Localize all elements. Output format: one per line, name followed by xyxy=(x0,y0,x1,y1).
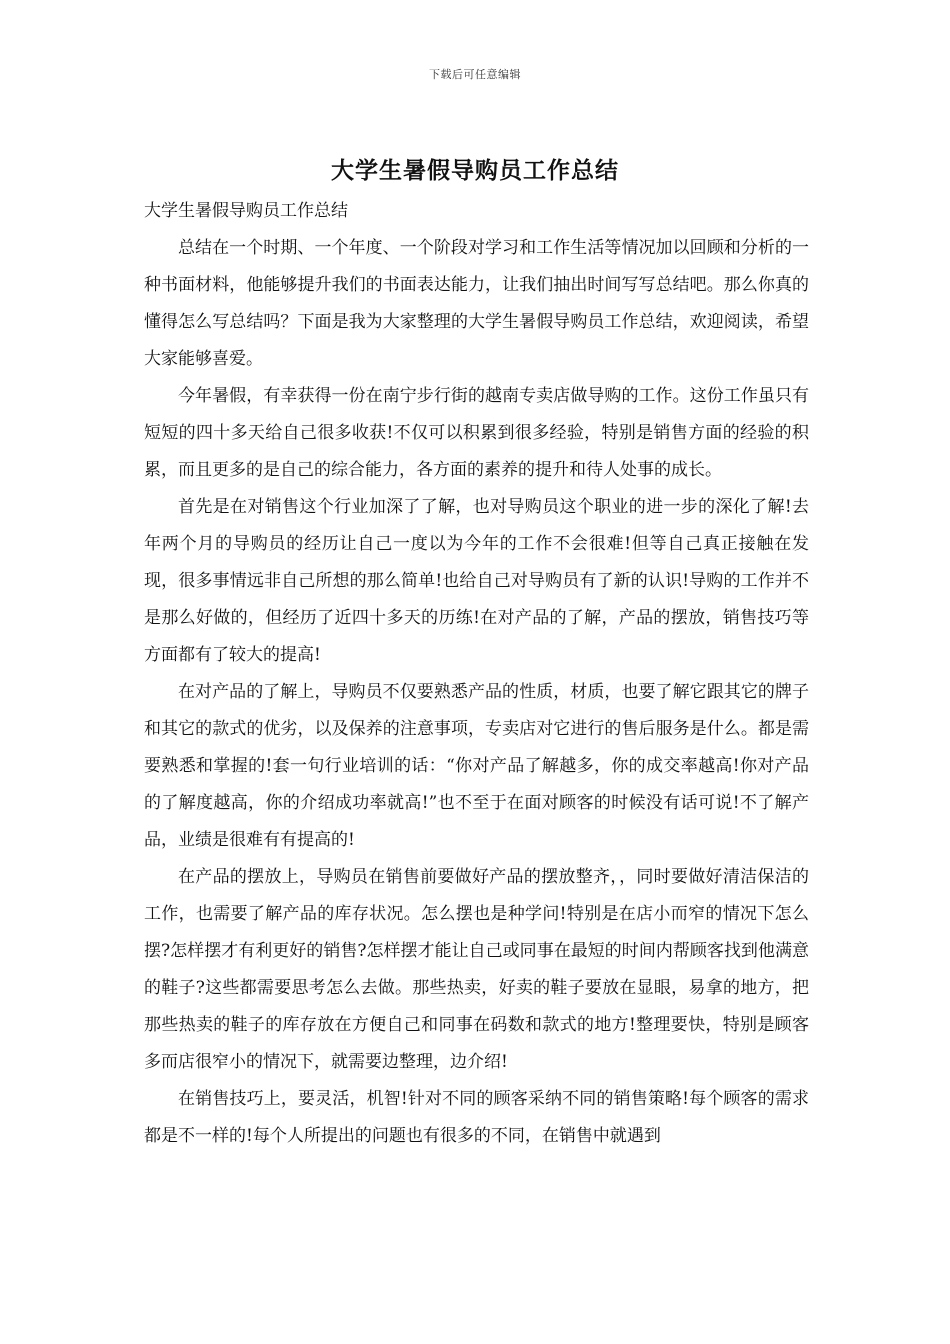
header-note: 下载后可任意编辑 xyxy=(429,68,521,81)
document-title: 大学生暑假导购员工作总结 xyxy=(331,157,619,184)
paragraph-5: 在产品的摆放上，导购员在销售前要做好产品的摆放整齐，，同时要做好清洁保洁的工作，也需要了解产品的库存状况。怎么摆也是种学问!特别是在店小而窄的情况下怎么摆?怎样摆才有利更好的销售?怎样摆才能让自己或同事在最短的时间内帮顾客找到他满意的鞋子?这些都需要思考怎么去做。那些热卖，好卖的鞋子要放在显眼，易拿的地方，把那些热卖的鞋子的库存放在方便自己和同事在码数和款式的地方!整理要快，特别是顾客多而店很窄小的情况下，就需要边整理，边介绍! xyxy=(144,867,809,1072)
paragraph-2: 今年暑假，有幸获得一份在南宁步行街的越南专卖店做导购的工作。这份工作虽只有短短的四十多天给自己很多收获!不仅可以积累到很多经验，特别是销售方面的经验的积累，而且更多的是自己的综合能力，各方面的素养的提升和待人处事的成长。 xyxy=(144,386,809,480)
document-subtitle: 大学生暑假导购员工作总结 xyxy=(144,201,348,221)
paragraph-3: 首先是在对销售这个行业加深了了解，也对导购员这个职业的进一步的深化了解!去年两个月的导购员的经历让自己一度以为今年的工作不会很难!但等自己真正接触在发现，很多事情远非自己所想的那么简单!也给自己对导购员有了新的认识!导购的工作并不是那么好做的，但经历了近四十多天的历练!在对产品的了解，产品的摆放，销售技巧等方面都有了较大的提高! xyxy=(144,497,809,665)
paragraph-6: 在销售技巧上，要灵活，机智!针对不同的顾客采纳不同的销售策略!每个顾客的需求都是不一样的!每个人所提出的问题也有很多的不同，在销售中就遇到 xyxy=(144,1089,809,1146)
paragraph-4: 在对产品的了解上，导购员不仅要熟悉产品的性质，材质，也要了解它跟其它的牌子和其它的款式的优劣，以及保养的注意事项，专卖店对它进行的售后服务是什么。都是需要熟悉和掌握的!套一句行业培训的话：“你对产品了解越多，你的成交率越高!你对产品的了解度越高，你的介绍成功率就高!”也不至于在面对顾客的时候没有话可说!不了解产品，业绩是很难有有提高的! xyxy=(144,682,809,850)
document-body xyxy=(144,193,809,1155)
paragraph-1: 总结在一个时期、一个年度、一个阶段对学习和工作生活等情况加以回顾和分析的一种书面材料，他能够提升我们的书面表达能力，让我们抽出时间写写总结吧。那么你真的懂得怎么写总结吗？下面是我为大家整理的大学生暑假导购员工作总结，欢迎阅读，希望大家能够喜爱。 xyxy=(144,238,809,369)
